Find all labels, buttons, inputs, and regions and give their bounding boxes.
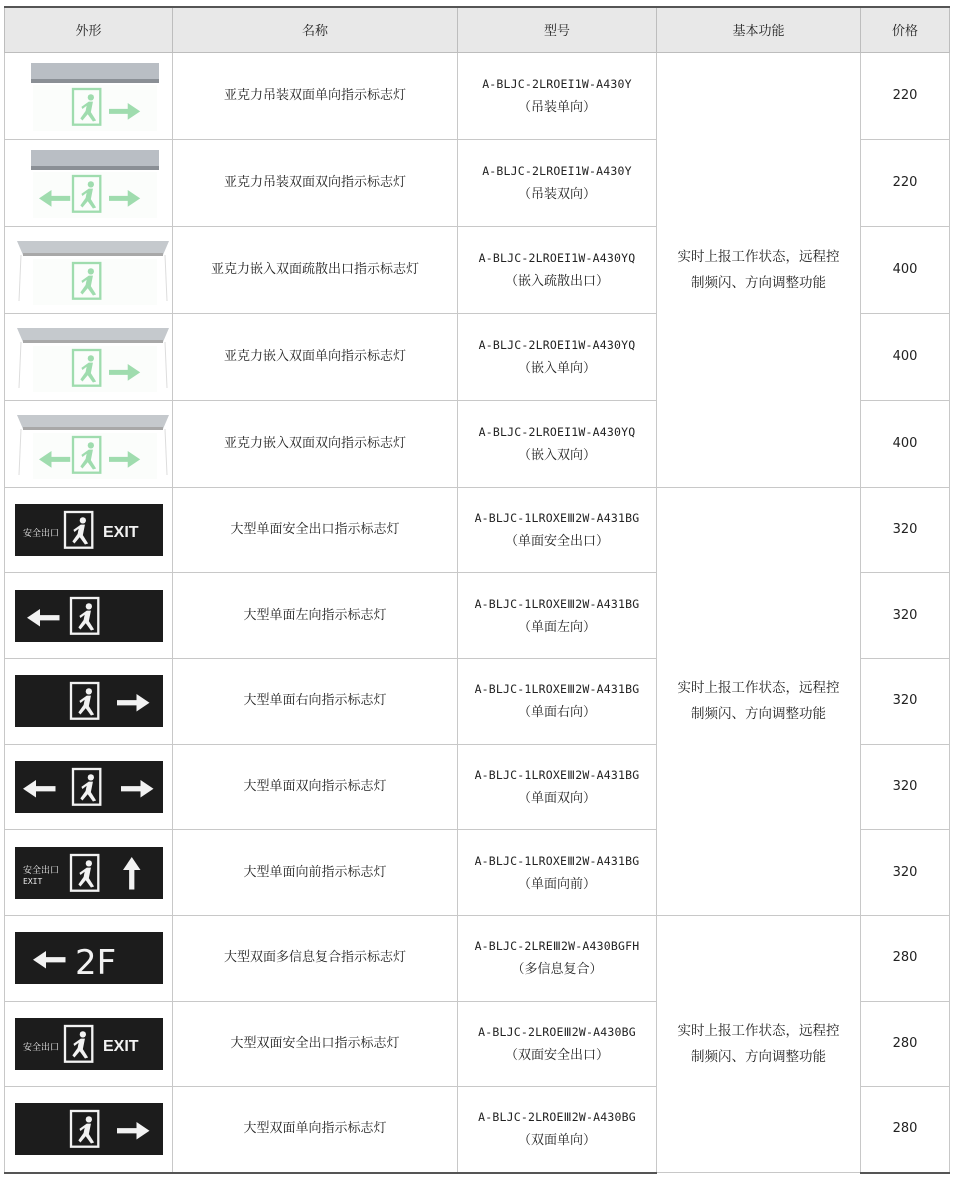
black-forward-sign-icon: [5, 830, 173, 916]
model-code: A-BLJC-2LROEI1W-A430YQ: [478, 424, 636, 439]
product-name: 亚克力吊装双面单向指示标志灯: [173, 52, 458, 139]
acrylic-embedded-exit-icon: [5, 226, 173, 313]
product-model: [458, 313, 657, 400]
acrylic-embedded-right-icon: [5, 313, 173, 400]
model-note: （吊装单向）: [517, 99, 596, 115]
svg-text:安全出口: 安全出口: [23, 865, 60, 876]
header-function: 基本功能: [657, 7, 861, 52]
product-name: 大型双面多信息复合指示标志灯: [173, 915, 458, 1001]
black-exit-sign-icon: [5, 1001, 173, 1087]
model-note: （嵌入双向）: [517, 447, 596, 463]
model-note: （单面右向）: [517, 705, 596, 721]
svg-text:EXIT: EXIT: [103, 523, 139, 541]
model-code: A-BLJC-1LROXEⅢ2W-A431BG: [474, 767, 640, 782]
product-table: [4, 6, 950, 1174]
model-code: A-BLJC-1LROXEⅢ2W-A431BG: [474, 510, 640, 525]
svg-text:2F: 2F: [75, 943, 117, 984]
black-both-sign-icon: [5, 744, 173, 830]
model-code: A-BLJC-1LROXEⅢ2W-A431BG: [474, 853, 640, 868]
product-price: 320: [861, 487, 950, 573]
header-name: 名称: [173, 7, 458, 52]
table-row: [5, 487, 950, 573]
model-note: （双面安全出口）: [504, 1047, 609, 1063]
product-price: 280: [861, 1001, 950, 1087]
product-price: 320: [861, 573, 950, 659]
product-name: 亚克力嵌入双面疏散出口指示标志灯: [173, 226, 458, 313]
product-name: 大型单面向前指示标志灯: [173, 830, 458, 916]
product-model: [458, 915, 657, 1001]
model-note: （嵌入单向）: [517, 360, 596, 376]
product-price: 220: [861, 52, 950, 139]
product-name: 大型单面安全出口指示标志灯: [173, 487, 458, 573]
model-code: A-BLJC-2LROEⅢ2W-A430BG: [478, 1024, 636, 1039]
product-name: 大型单面左向指示标志灯: [173, 573, 458, 659]
model-code: A-BLJC-2LROEI1W-A430YQ: [478, 250, 636, 265]
model-note: （嵌入疏散出口）: [504, 273, 609, 289]
product-name: 亚克力嵌入双面双向指示标志灯: [173, 400, 458, 487]
product-model: [458, 1087, 657, 1173]
model-note: （双面单向）: [517, 1133, 596, 1149]
model-note: （单面安全出口）: [504, 533, 609, 549]
model-note: （吊装双向）: [517, 186, 596, 202]
product-price: 280: [861, 1087, 950, 1173]
product-model: [458, 400, 657, 487]
model-code: A-BLJC-2LROEI1W-A430YQ: [478, 337, 636, 352]
product-price: 400: [861, 400, 950, 487]
header-appearance: 外形: [5, 7, 173, 52]
model-note: （多信息复合）: [511, 962, 603, 978]
product-model: [458, 226, 657, 313]
product-model: [458, 658, 657, 744]
model-code: A-BLJC-2LREⅢ2W-A430BGFH: [474, 939, 640, 954]
model-note: （单面向前）: [517, 876, 596, 892]
product-model: [458, 830, 657, 916]
product-model: [458, 139, 657, 226]
product-name: 大型双面单向指示标志灯: [173, 1087, 458, 1173]
black-exit-sign-icon: [5, 487, 173, 573]
black-right-sign-icon: [5, 1087, 173, 1173]
acrylic-embedded-both-icon: [5, 400, 173, 487]
basic-function: 实时上报工作状态，远程控制频闪、方向调整功能: [657, 487, 861, 915]
svg-text:安全出口: 安全出口: [23, 1042, 60, 1053]
acrylic-hanging-right-icon: [5, 52, 173, 139]
model-code: A-BLJC-2LROEⅢ2W-A430BG: [478, 1110, 636, 1125]
model-note: （单面左向）: [517, 619, 596, 635]
svg-text:EXIT: EXIT: [103, 1037, 139, 1055]
model-code: A-BLJC-1LROXEⅢ2W-A431BG: [474, 682, 640, 697]
product-price: 220: [861, 139, 950, 226]
product-name: 大型单面右向指示标志灯: [173, 658, 458, 744]
model-note: （单面双向）: [517, 790, 596, 806]
black-right-sign-icon: [5, 658, 173, 744]
svg-text:EXIT: EXIT: [23, 876, 43, 886]
product-model: [458, 487, 657, 573]
product-model: [458, 744, 657, 830]
product-price: 320: [861, 744, 950, 830]
product-name: 亚克力吊装双面双向指示标志灯: [173, 139, 458, 226]
product-name: 大型单面双向指示标志灯: [173, 744, 458, 830]
product-name: 亚克力嵌入双面单向指示标志灯: [173, 313, 458, 400]
basic-function: 实时上报工作状态，远程控制频闪、方向调整功能: [657, 52, 861, 487]
table-row: [5, 52, 950, 139]
product-price: 400: [861, 313, 950, 400]
acrylic-hanging-both-icon: [5, 139, 173, 226]
model-code: A-BLJC-2LROEI1W-A430Y: [482, 163, 632, 178]
table-row: [5, 915, 950, 1001]
model-code: A-BLJC-1LROXEⅢ2W-A431BG: [474, 596, 640, 611]
product-price: 400: [861, 226, 950, 313]
product-name: 大型双面安全出口指示标志灯: [173, 1001, 458, 1087]
basic-function: 实时上报工作状态，远程控制频闪、方向调整功能: [657, 915, 861, 1172]
product-model: [458, 1001, 657, 1087]
product-price: 320: [861, 830, 950, 916]
black-left-sign-icon: [5, 573, 173, 659]
header-price: 价格: [861, 7, 950, 52]
product-price: 320: [861, 658, 950, 744]
table-header-row: [5, 7, 950, 52]
product-model: [458, 52, 657, 139]
model-code: A-BLJC-2LROEI1W-A430Y: [482, 76, 632, 91]
header-model: 型号: [458, 7, 657, 52]
product-price: 280: [861, 915, 950, 1001]
black-2f-sign-icon: [5, 915, 173, 1001]
svg-text:安全出口: 安全出口: [23, 528, 60, 539]
product-model: [458, 573, 657, 659]
